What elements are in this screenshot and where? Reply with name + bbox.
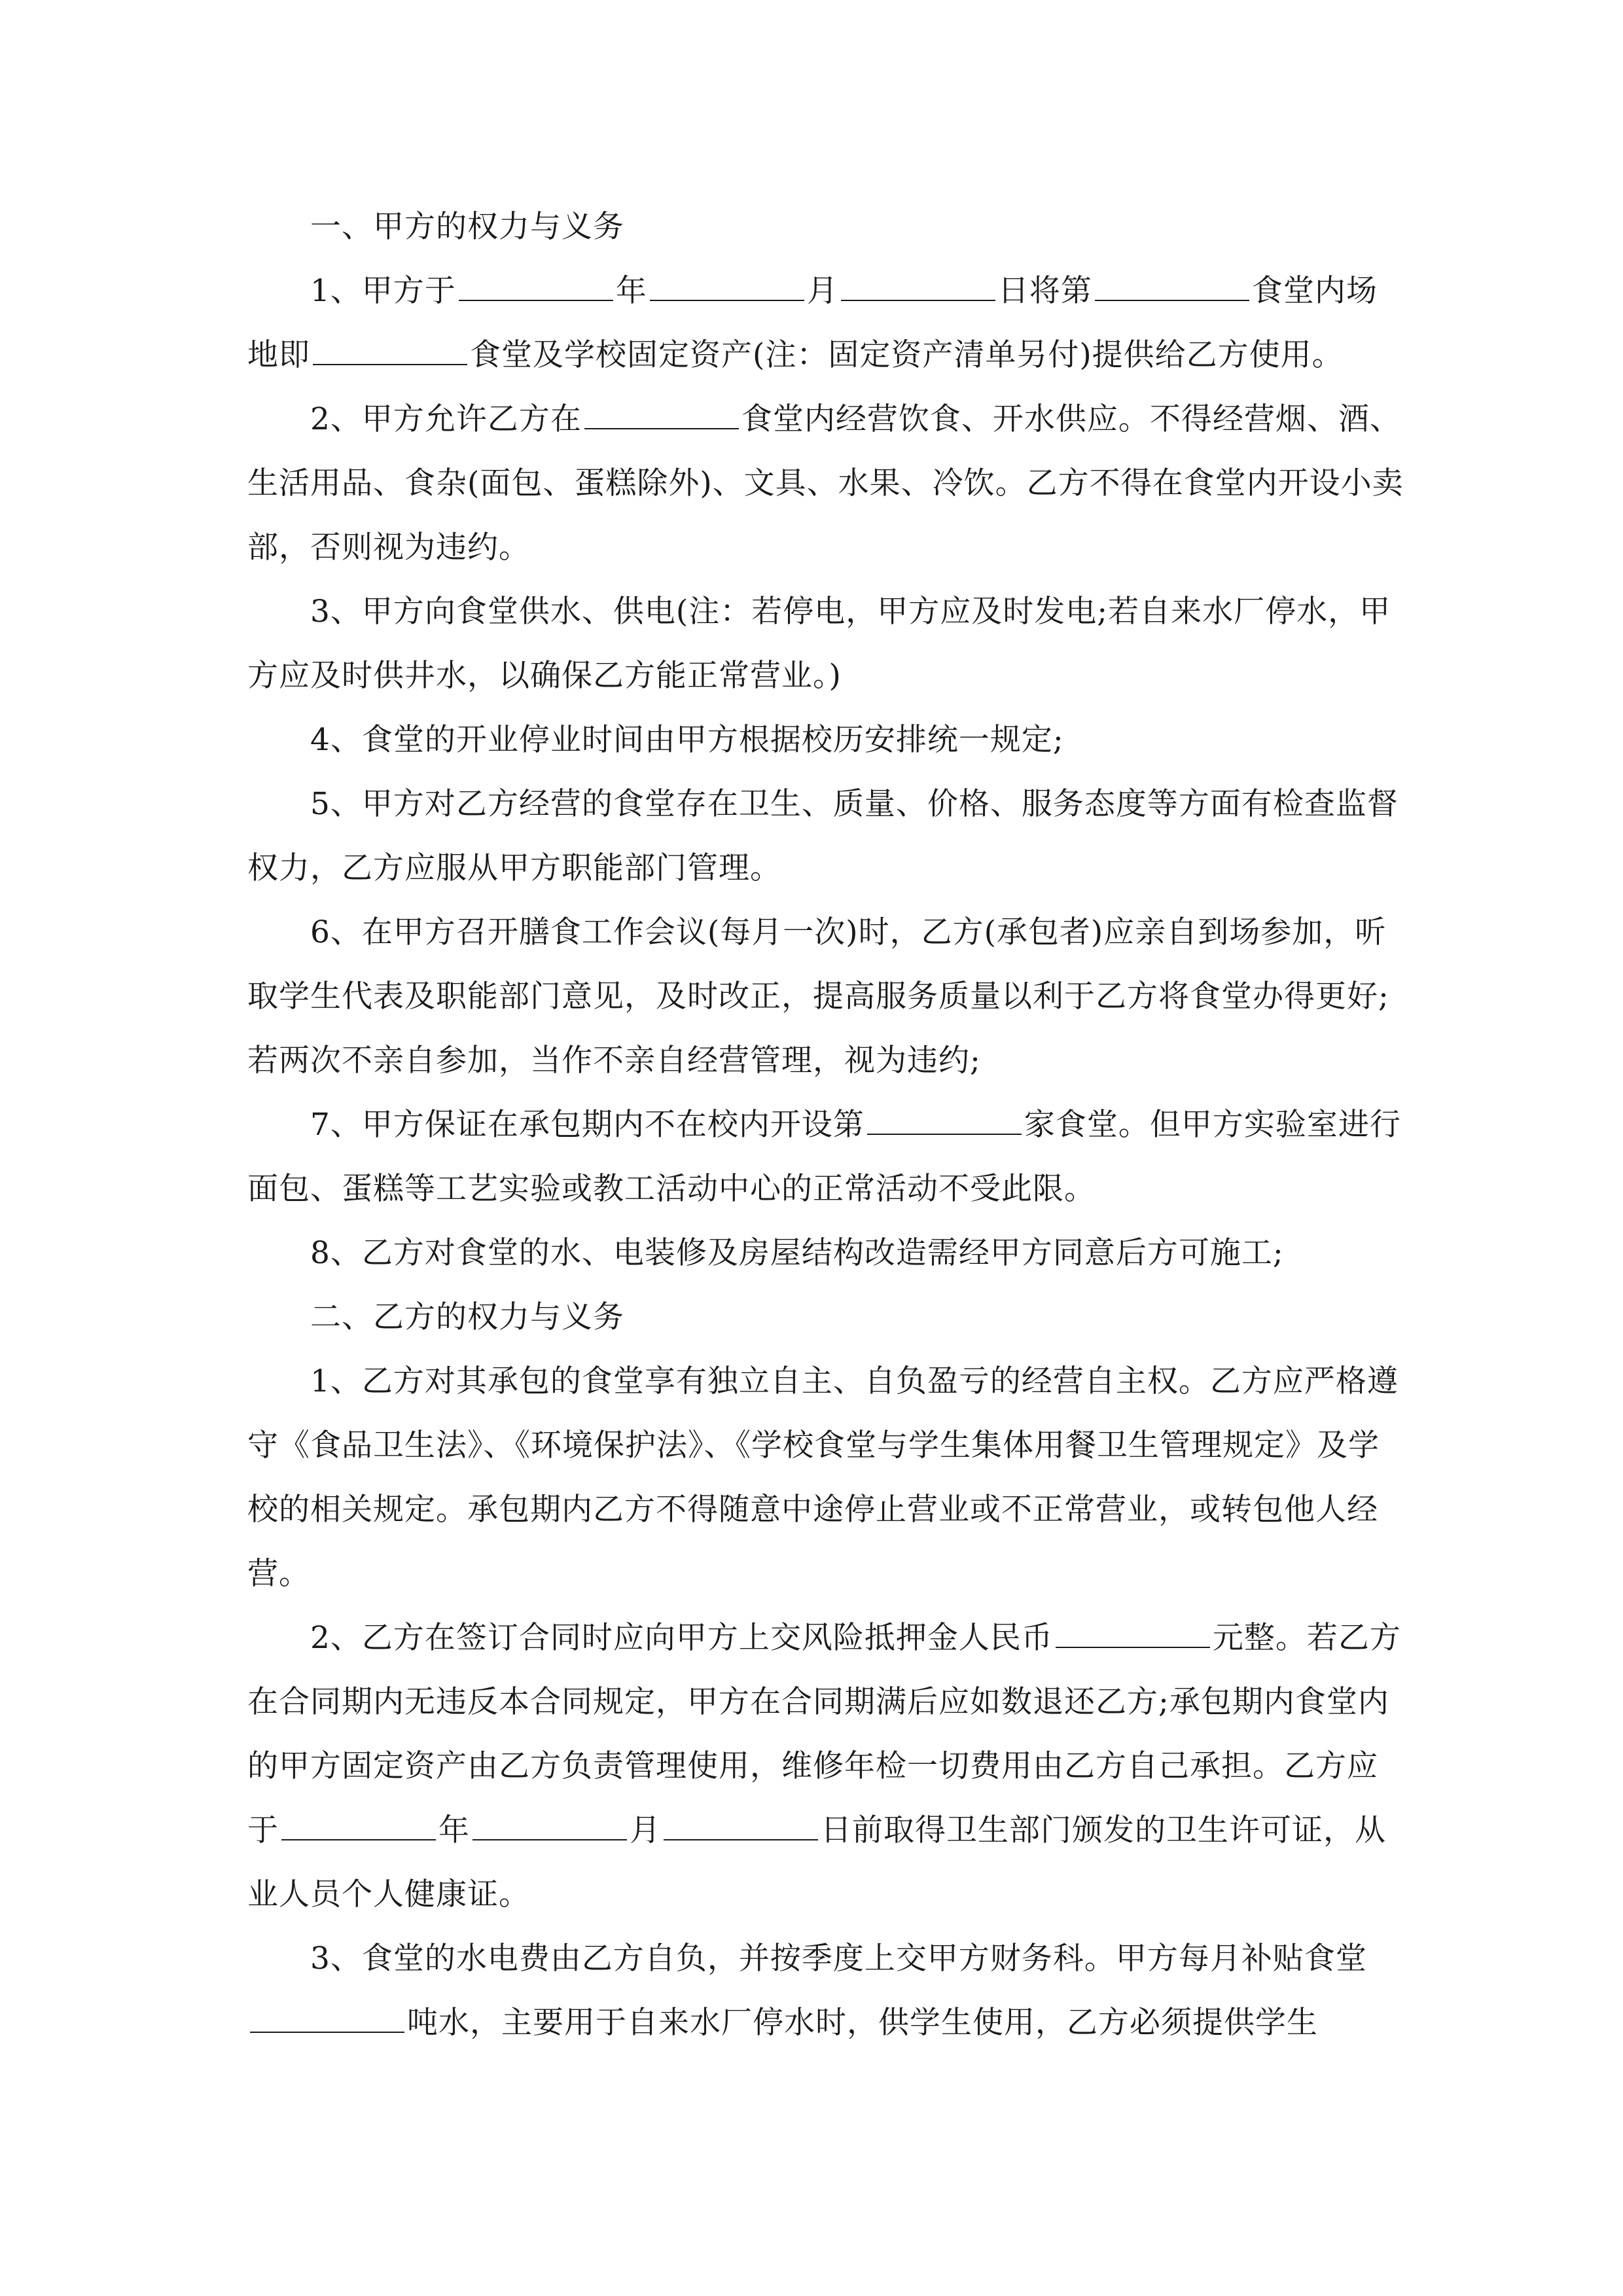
blank-field[interactable] — [584, 402, 739, 429]
clause-a-5: 5、甲方对乙方经营的食堂存在卫生、质量、价格、服务态度等方面有检查监督权力，乙方应服从甲方职能部门管理。 — [247, 786, 1399, 886]
blank-field[interactable] — [650, 274, 804, 301]
blank-field[interactable] — [867, 1107, 1022, 1135]
blank-field[interactable] — [250, 2005, 404, 2033]
clause-a-4: 4、食堂的开业停业时间由甲方根据校历安排统一规定; — [310, 722, 1064, 758]
clause-b-3: 3、食堂的水电费由乙方自负，并按季度上交甲方财务科。甲方每月补贴食堂吨水，主要用于自来水厂停水时，供学生使用，乙方必须提供学生 — [247, 1927, 1406, 2055]
blank-field[interactable] — [473, 1813, 627, 1840]
clause-a-2: 2、甲方允许乙方在 食堂内经营饮食、开水供应。不得经营烟、酒、生活用品、食杂(面包、蛋糕除外)、文具、水果、冷饮。乙方不得在食堂内开设小卖部，否则视为违约。 — [247, 401, 1404, 565]
document-page — [247, 195, 1406, 2055]
clause-a-8: 8、乙方对食堂的水、电装修及房屋结构改造需经甲方同意后方可施工; — [310, 1235, 1284, 1271]
blank-field[interactable] — [281, 1813, 436, 1840]
clause-b-1: 1、乙方对其承包的食堂享有独立自主、自负盈亏的经营自主权。乙方应严格遵守《食品卫生法》、《环境保护法》、《学校食堂与学生集体用餐卫生管理规定》及学校的相关规定。承包期内乙方不得随意中途停止营业或不正常营业，或转包他人经营。 — [247, 1363, 1399, 1592]
clause-a-6: 6、在甲方召开膳食工作会议(每月一次)时，乙方(承包者)应亲自到场参加，听取学生代表及职能部门意见，及时改正，提高服务质量以利于乙方将食堂办得更好;若两次不亲自参加，当作不亲自经营管理，视为违约; — [247, 914, 1389, 1079]
clause-b-2: 2、乙方在签订合同时应向甲方上交风险抵押金人民币 元整。若乙方在合同期内无违反本合同规定，甲方在合同期满后应如数退还乙方;承包期内食堂内的甲方固定资产由乙方负责管理使用，维修年检一切费用由乙方自己承担。乙方应于 年 月 日前取得卫生部门颁发的卫生许可证，从业人员个人健康证。 — [247, 1620, 1401, 1912]
blank-field[interactable] — [459, 274, 613, 301]
clause-a-3: 3、甲方向食堂供水、供电(注：若停电，甲方应及时发电;若自来水厂停水，甲方应及时供井水，以确保乙方能正常营业。) — [247, 594, 1391, 694]
blank-field[interactable] — [841, 274, 995, 301]
clause-a-1: 1、甲方于 年 月 日将第 食堂内场地即 食堂及学校固定资产(注：固定资产清单另付)提供给乙方使用。 — [247, 273, 1378, 373]
section-heading-party-b: 二、乙方的权力与义务 — [310, 1299, 624, 1335]
blank-field[interactable] — [1056, 1621, 1210, 1648]
blank-field[interactable] — [313, 338, 467, 365]
section-heading-party-a: 一、甲方的权力与义务 — [310, 209, 624, 245]
clause-a-7: 7、甲方保证在承包期内不在校内开设第 家食堂。但甲方实验室进行面包、蛋糕等工艺实验或教工活动中心的正常活动不受此限。 — [247, 1107, 1401, 1207]
blank-field[interactable] — [1095, 274, 1249, 301]
blank-field[interactable] — [664, 1813, 818, 1840]
